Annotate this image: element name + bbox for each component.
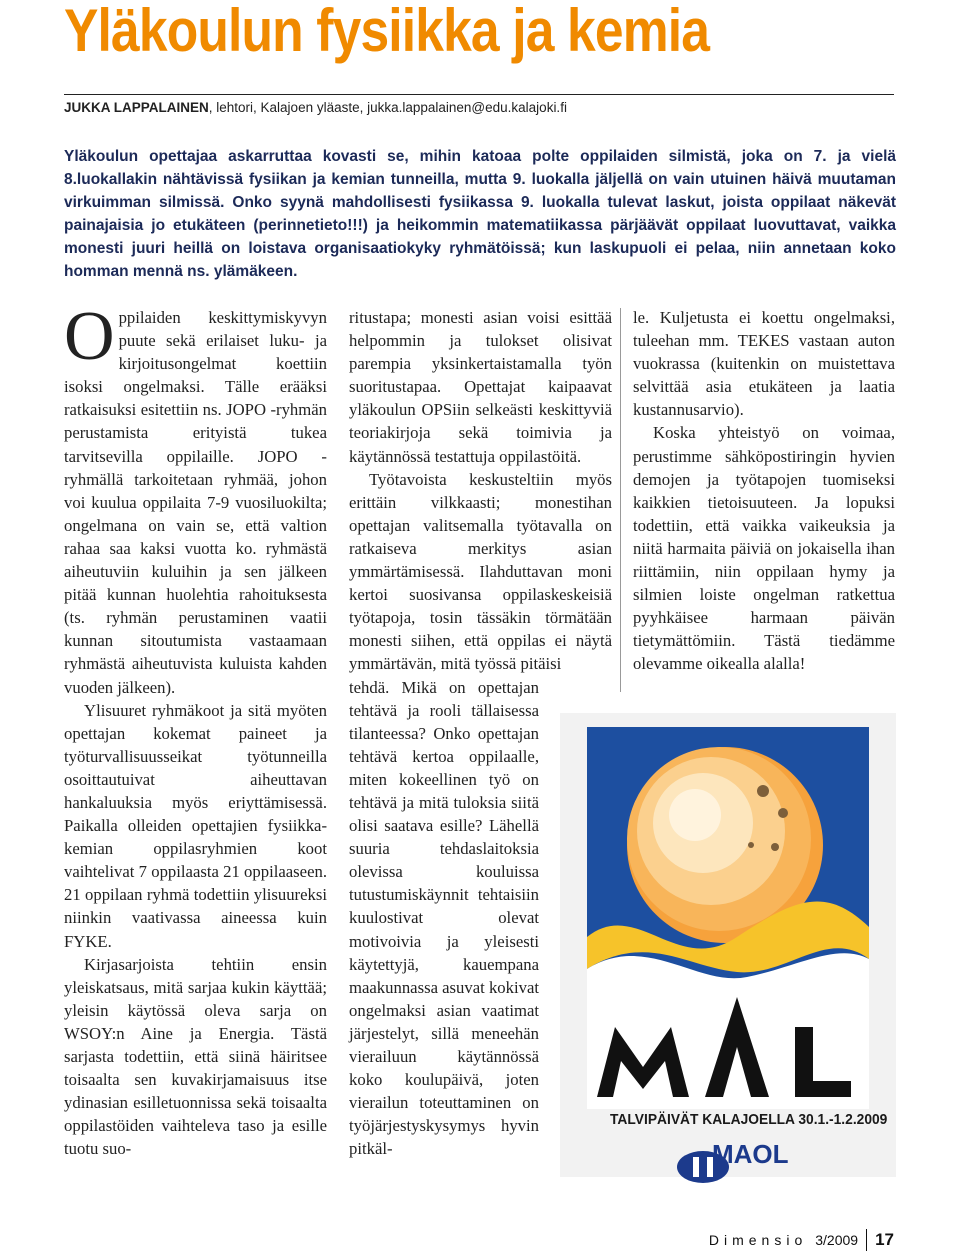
- page-footer: [709, 1229, 894, 1251]
- column-1: [64, 298, 327, 1160]
- lead-paragraph: Yläkoulun opettajaa askarruttaa kovasti se, mihin katoaa polte oppilaiden silmistä, joka on 7. ja vielä 8.luokallakin nähtävissä fysiikan ja kemian tunneilla, mutta 9. luokalla jäljellä on vain utuinen häivä muutaman virkuimman silmissä. Onko syynä mahdollisesti fysiikassa 9. luokalla tulevat laskut, joista oppilaat näkevät painajaisia jo etukäteen (perinnetieto!!!) ja heikommin matematiikassa pärjäävät oppilaat luovuttavat, vaikka monesti juuri heillä on loistava organisaatiokyky ryhmätöissä; kun laskupuoli ei pelaa, niin annetaan koko homman mennä ns. ylämäkeen.: [64, 148, 896, 280]
- column-2-paragraph-1: ritustapa; monesti asian voisi esittää helpommin ja tulokset olisivat parempia yksinkertaistamalla työn suoritustapaa. Opettajat kaipaavat yläkoulun OPSiin selkeästi keskittyviä teoriakirjoja sekä toimivia ja käytännössä testattuja oppilastöitä.: [349, 308, 612, 466]
- column-1-paragraph-2: Ylisuuret ryhmäkoot ja sitä myöten opettajan kokemat paineet ja työturvallisuusseikat työtunneilla osoittautuivat aiheuttavan hankaluuksia myös eriyttämisessä. Paikalla olleiden opettajien fysiikka-kemian oppilasryhmien koot vaihtelivat 7 oppilaasta 21 oppilaaseen. 21 oppilaan ryhmä todettiin ylisuureksi niinkin vaativassa aineessa kuin FYKE.: [64, 700, 327, 951]
- author-name: JUKKA LAPPALAINEN: [64, 100, 209, 115]
- drop-cap: O: [64, 298, 115, 375]
- column-3-paragraph-1: le. Kuljetusta ei koettu ongelmaksi, tuleehan mm. TEKES vastaan auton vuokrassa (kuitenkin on muistettava selvittää asia etukäteen ja laatia kustannusarvio).: [633, 308, 895, 420]
- column-divider: [620, 308, 621, 692]
- column-2-paragraph-2-continued: tehdä. Mikä on opettajan tehtävä ja rooli tällaisessa tilanteessa? Onko opettajan tehtävä kertoa oppilaalle, miten kokeellinen työ on tehtävä ja mitä tuloksia siitä olisi saatava esille? Lähellä suuria tehdaslaitoksia olevissa kouluissa tutustumiskäynnit tehtaisiin kuulostivat olevat motivoivia ja yleisesti käytettyjä, kauempana maakunnassa asuvat kokivat ongelmaksi asian vaatimat järjestelyt, sillä meneehän vierailuun käytännössä koko koulupäivä, joten vierailun toteuttaminen on työjärjestyskysymys hyvin pitkäl-: [349, 677, 539, 1159]
- maol-logo: [648, 1135, 808, 1173]
- page-title: Yläkoulun fysiikka ja kemia: [64, 0, 710, 64]
- column-2-paragraph-2: Työtavoista keskusteltiin myös erittäin vilkkaasti; monestihan opettajan valitsemalla työtavalla on ratkaiseva merkitys asian ymmärtämisessä. Ilahduttavan moni kertoi suosivansa oppilaskeskeisiä työtapoja, tosin tässäkin törmätään monesti siihen, että oppilas ei näytä ymmärtävän, mitä työssä pitäisi: [349, 469, 612, 674]
- column-1-paragraph-1: Oppilaiden keskittymiskyvyn puute sekä erilaiset luku- ja kirjoitusongelmat koettiin isoksi ongelmaksi. Tälle erääksi ratkaisuksi esitettiin ns. JOPO -ryhmän perustamista erityistä tukea tarvitsevilla oppilaille. JOPO -ryhmällä tarkoitetaan ryhmää, johon voi kuulua oppilaita 7-9 vuosiluokilta; ongelmana on vain se, että valtion rahaa saa kaksi vuotta ko. ryhmästä aiheutuviin kuluihin ja sen jälkeen pitää kunnan huolehtia rahoituksesta (ts. ryhmän perustaminen vaatii kunnan sitoutumista vastaamaan ryhmästä aiheutuvista kuluista kahden vuoden jälkeen).: [64, 298, 327, 697]
- poster-caption: TALVIPÄIVÄT KALAJOELLA 30.1.-1.2.2009: [610, 1111, 888, 1128]
- event-poster: [560, 713, 896, 1177]
- poster-illustration: [587, 727, 869, 1109]
- byline: [64, 100, 567, 115]
- page-number: 17: [875, 1230, 894, 1249]
- title-rule: [64, 94, 894, 95]
- footer-divider: [866, 1229, 867, 1251]
- maol-logo-text: MAOL: [712, 1139, 789, 1169]
- column-3-paragraph-2: Koska yhteistyö on voimaa, perustimme sähköpostiringin hyvien demojen ja työtapojen tuomiseksi kaikkien tietoisuuteen. Ja lopuksi todettiin, että vaikka vaikeuksia ja niitä harmaita päiviä on jokaisella ihan riittämiin, niin oppilaan hymy ja silmien loiste ongelman ratkettua pyyhkäisee harmaan päivän tietymättömiin. Tästä tiedämme olevamme oikealla alalla!: [633, 423, 895, 674]
- column-1-paragraph-3: Kirjasarjoista tehtiin ensin yleiskatsaus, mitä sarjaa kukin käyttää; yleisin käytössä oleva sarja on WSOY:n Aine ja Energia. Tästä sarjasta todettiin, että siinä häiritsee toisaalta sen kuvakirjamaisuus itse ydinasian esilletuonnissa sekä toisaalta oppilastöiden vaihteleva taso ja esille tuotu suo-: [64, 954, 327, 1159]
- issue-number: 3/2009: [815, 1232, 859, 1248]
- column-3: [633, 306, 895, 676]
- author-info[interactable]: , lehtori, Kalajoen yläaste, jukka.lappalainen@edu.kalajoki.fi: [208, 100, 567, 115]
- magazine-name: Dimensio: [708, 1232, 808, 1248]
